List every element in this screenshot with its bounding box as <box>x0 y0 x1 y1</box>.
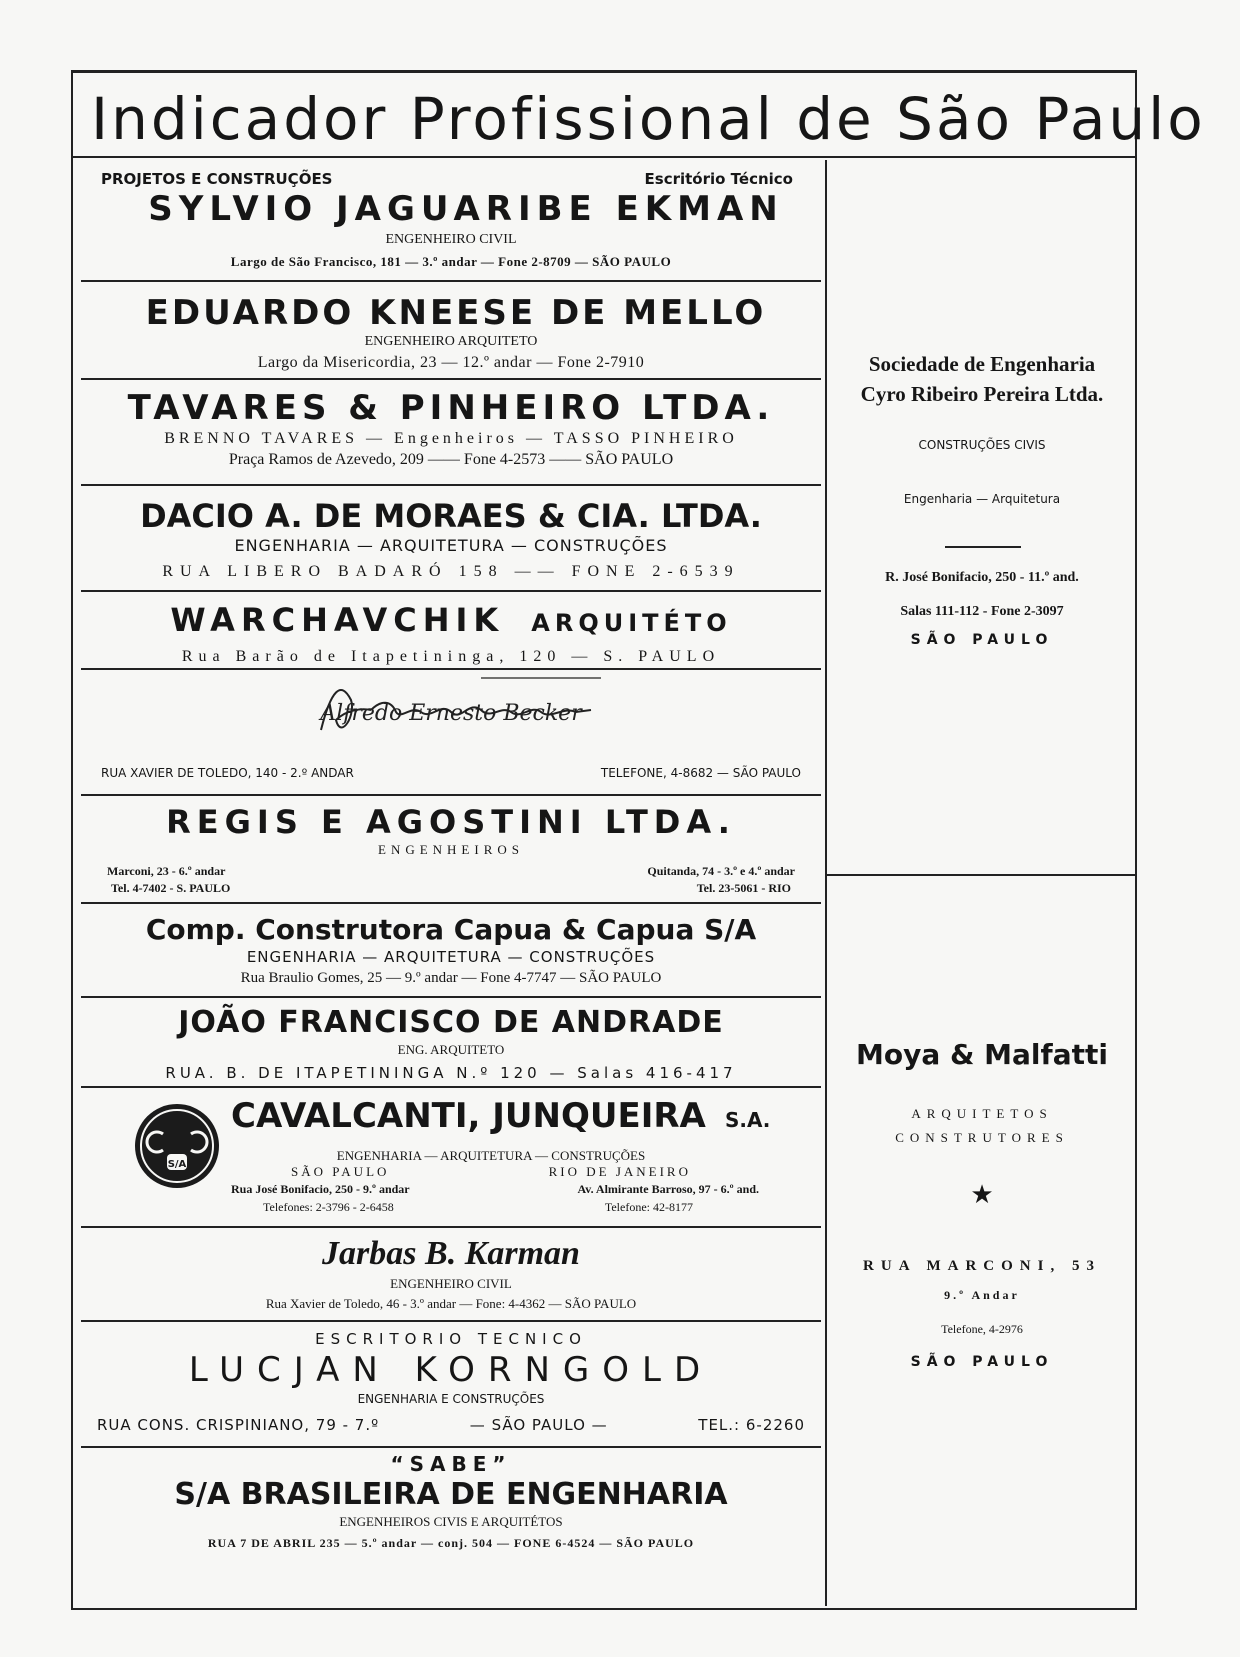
ad-address: Largo de São Francisco, 181 — 3.º andar — Fone 2-8709 — SÃO PAULO <box>230 254 672 269</box>
ad-address: RUA 7 DE ABRIL 235 — 5.º andar — conj. 504 — FONE 6-4524 — SÃO PAULO <box>207 1536 695 1550</box>
ad-profession: ARQUITÉTO <box>531 609 732 637</box>
ad-name: Jarbas B. Karman <box>322 1235 580 1272</box>
ad-services: ENGENHARIA — ARQUITETURA — CONSTRUÇÕES <box>246 948 656 966</box>
logo-text: S/A <box>167 1159 187 1170</box>
ad-cyro-rooms: Salas 111-112 - Fone 2-3097 <box>900 604 1064 619</box>
ad-moya-city: SÃO PAULO <box>910 1354 1054 1370</box>
ad-right-line2: Tel. 23-5061 - RIO <box>696 881 791 895</box>
ad-left-phone: Telefones: 2-3796 - 2-6458 <box>263 1200 394 1214</box>
ad-cyro-services: CONSTRUÇÕES CIVIS <box>918 438 1046 452</box>
ad-left-city: SÃO PAULO <box>291 1164 390 1179</box>
ad-profession: ENGENHEIROS CIVIS E ARQUITÉTOS <box>339 1514 563 1529</box>
ad-right-city: RIO DE JANEIRO <box>548 1164 691 1179</box>
ad-kneese <box>81 282 821 380</box>
star-icon: ★ <box>970 1180 994 1210</box>
ad-tavares <box>81 380 821 486</box>
ad-cyro-specialties: Engenharia — Arquitetura <box>903 492 1061 506</box>
ad-name: Comp. Construtora Capua & Capua S/A <box>145 913 757 946</box>
ad-partners: BRENNO TAVARES — Engenheiros — TASSO PINHEIRO <box>164 430 738 447</box>
ad-left-address: Rua José Bonifacio, 250 - 9.º andar <box>231 1182 410 1196</box>
ad-moya-phone: Telefone, 4-2976 <box>941 1322 1023 1336</box>
ad-regis <box>81 796 821 904</box>
right-divider <box>827 874 1137 876</box>
signature-text: Alfredo Ernesto Becker <box>320 701 582 726</box>
title-rule <box>73 156 1135 158</box>
ad-address: Rua Braulio Gomes, 25 — 9.º andar — Fone 4-7747 — SÃO PAULO <box>240 970 662 986</box>
ad-right-phone: Telefone: 42-8177 <box>604 1200 693 1214</box>
ad-address: RUA LIBERO BADARÓ 158 —— FONE 2-6539 <box>162 563 740 580</box>
ad-right-line1: Quitanda, 74 - 3.º e 4.º andar <box>647 864 795 878</box>
ad-profession: ENGENHEIRO ARQUITETO <box>364 334 538 349</box>
page-title: Indicador Profissional de São Paulo <box>91 85 1206 153</box>
ad-moya-address: RUA MARCONI, 53 <box>863 1258 1101 1274</box>
ad-name: REGIS E AGOSTINI LTDA. <box>166 803 736 841</box>
ad-profession: ENGENHEIROS <box>378 842 524 857</box>
ad-cyro-name-2: Cyro Ribeiro Pereira Ltda. <box>860 382 1104 406</box>
right-column <box>825 160 1137 1606</box>
ad-address-mid: — SÃO PAULO — <box>469 1416 608 1434</box>
ad-services: ENGENHARIA E CONSTRUÇÕES <box>357 1392 545 1406</box>
ad-dacio <box>81 486 821 592</box>
ad-moya-profession-2: CONSTRUTORES <box>895 1130 1069 1145</box>
ad-warchavchik <box>81 592 821 670</box>
ad-address-left: RUA XAVIER DE TOLEDO, 140 - 2.º ANDAR <box>101 766 354 780</box>
ad-address-right: TELEFONE, 4-8682 — SÃO PAULO <box>600 766 801 780</box>
ad-capua <box>81 904 821 998</box>
ad-name: JOÃO FRANCISCO DE ANDRADE <box>178 1005 724 1040</box>
ad-address-left: RUA CONS. CRISPINIANO, 79 - 7.º <box>97 1416 380 1434</box>
ad-cyro-address: R. José Bonifacio, 250 - 11.º and. <box>885 570 1079 585</box>
ad-address: RUA. B. DE ITAPETININGA N.º 120 — Salas 416-417 <box>165 1064 737 1082</box>
ad-profession: ENGENHEIRO CIVIL <box>385 232 517 247</box>
ad-name: WARCHAVCHIK <box>170 601 505 639</box>
ad-ekman <box>81 160 821 282</box>
ad-name: SYLVIO JAGUARIBE EKMAN <box>148 189 784 229</box>
ad-tag: “SABE” <box>390 1452 512 1476</box>
ad-services: ENGENHARIA — ARQUITETURA — CONSTRUÇÕES <box>336 1148 646 1163</box>
ad-left-line2: Tel. 4-7402 - S. PAULO <box>111 881 231 895</box>
ad-right-address: Av. Almirante Barroso, 97 - 6.º and. <box>577 1182 759 1196</box>
ad-name: DACIO A. DE MORAES & CIA. LTDA. <box>140 497 762 535</box>
ad-name: LUCJAN KORNGOLD <box>188 1350 714 1390</box>
ad-name: TAVARES & PINHEIRO LTDA. <box>127 388 775 428</box>
ad-moya-name: Moya & Malfatti <box>856 1038 1108 1071</box>
ad-address: Largo da Misericordia, 23 — 12.º andar — Fone 2-7910 <box>257 354 645 371</box>
ad-cyro-name-1: Sociedade de Engenharia <box>868 352 1096 376</box>
ad-address: Rua Barão de Itapetininga, 120 — S. PAULO <box>181 648 721 665</box>
ad-address-right: TEL.: 6-2260 <box>698 1416 805 1434</box>
ad-moya-floor: 9.º Andar <box>944 1288 1020 1302</box>
ad-suffix: S.A. <box>724 1108 771 1132</box>
ad-korngold <box>81 1322 821 1448</box>
ad-moya-profession-1: ARQUITETOS <box>911 1106 1053 1121</box>
ad-tag-right: Escritório Técnico <box>644 170 793 188</box>
ad-cyro-city: SÃO PAULO <box>910 632 1054 648</box>
ad-name: EDUARDO KNEESE DE MELLO <box>145 293 767 333</box>
top-rule <box>73 70 1135 73</box>
ad-left-line1: Marconi, 23 - 6.º andar <box>107 864 226 878</box>
cavalcanti-logo-icon <box>133 1102 221 1190</box>
ad-name: S/A BRASILEIRA DE ENGENHARIA <box>174 1477 728 1512</box>
ad-cyro-divider <box>945 546 1021 548</box>
ad-name: CAVALCANTI, JUNQUEIRA <box>231 1096 706 1136</box>
ad-address: Praça Ramos de Azevedo, 209 —— Fone 4-2573 —— SÃO PAULO <box>228 451 674 468</box>
becker-signature <box>301 670 601 750</box>
ad-sabe <box>81 1448 821 1568</box>
left-column <box>73 160 823 1606</box>
ad-tag: ESCRITORIO TECNICO <box>315 1330 587 1348</box>
ad-profession: ENGENHEIRO CIVIL <box>390 1276 512 1291</box>
bottom-rule <box>73 1608 1135 1610</box>
ad-profession: ENG. ARQUITETO <box>397 1042 505 1057</box>
ad-becker <box>81 670 821 796</box>
ad-andrade <box>81 998 821 1088</box>
ad-tag-left: PROJETOS E CONSTRUÇÕES <box>101 170 333 188</box>
directory-page <box>71 70 1206 1610</box>
ad-karman <box>81 1228 821 1322</box>
ad-cavalcanti <box>81 1088 821 1228</box>
ad-address: Rua Xavier de Toledo, 46 - 3.º andar — Fone: 4-4362 — SÃO PAULO <box>265 1296 637 1311</box>
ad-services: ENGENHARIA — ARQUITETURA — CONSTRUÇÕES <box>234 536 668 555</box>
